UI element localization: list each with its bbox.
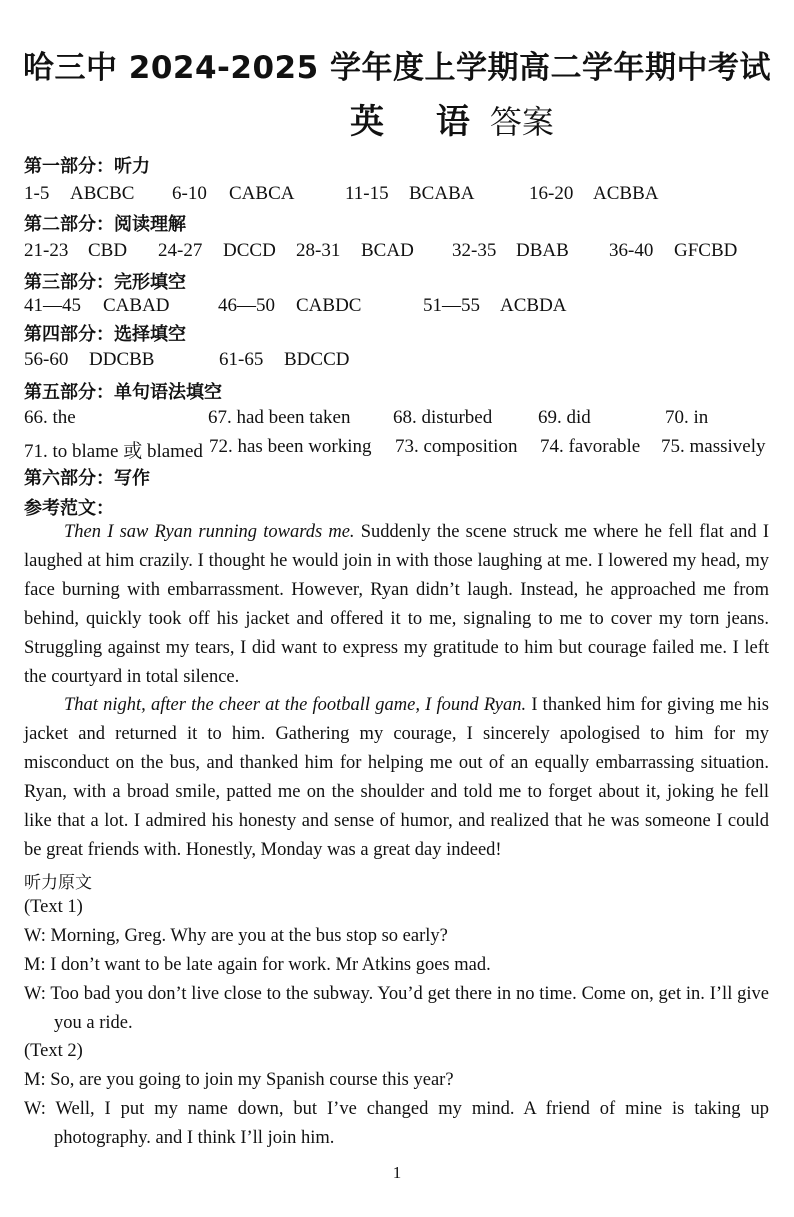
answer-value: CABCA	[229, 183, 295, 204]
dialogue-line: M: So, are you going to join my Spanish course this year?	[24, 1070, 454, 1090]
section-1-title: 第一部分：听力	[24, 156, 150, 177]
essay-lead-sentence: That night, after the cheer at the football game, I found Ryan.	[64, 695, 527, 715]
answer-range: 16-20	[529, 183, 574, 204]
section-4-title: 第四部分：选择填空	[24, 324, 186, 345]
dialogue-line: W: Morning, Greg. Why are you at the bus stop so early?	[24, 926, 448, 946]
answer-value: BCAD	[361, 240, 414, 261]
grammar-answer: 67. had been taken	[208, 407, 351, 428]
answer-range: 6-10	[172, 183, 207, 204]
dialogue-line: M: I don’t want to be late again for work. Mr Atkins goes mad.	[24, 955, 491, 975]
answer-value: DDCBB	[89, 349, 155, 370]
answer-value: ABCBC	[70, 183, 135, 204]
essay-paragraph-2	[24, 691, 769, 865]
answer-range: 21-23	[24, 240, 69, 261]
grammar-answer: 75. massively	[661, 436, 766, 457]
page-title: 哈三中 2024-2025 学年度上学期高二学年期中考试	[22, 50, 771, 86]
answer-value: GFCBD	[674, 240, 738, 261]
answer-value: ACBBA	[593, 183, 659, 204]
essay-paragraph-1	[24, 518, 769, 692]
answer-value: ACBDA	[500, 295, 567, 316]
answer-value: DCCD	[223, 240, 276, 261]
answer-range: 28-31	[296, 240, 341, 261]
section-5-title: 第五部分：单句语法填空	[24, 382, 222, 403]
answer-range: 36-40	[609, 240, 654, 261]
answer-label: 答案	[489, 103, 554, 141]
subject-heading	[350, 94, 554, 143]
answer-range: 11-15	[345, 183, 389, 204]
answer-value: DBAB	[516, 240, 569, 261]
grammar-answer: 71. to blame 或 blamed	[24, 441, 203, 462]
grammar-answer: 73. composition	[395, 436, 518, 457]
essay-body: I thanked him for giving me his jacket and returned it to him. Gathering my courage, I sincerely apologised to him for my misconduct on the bus, and thanked him for helping me out of an equally embarrassing situation. Ryan, with a broad smile, patted me on the shoulder and told me to forget about it, joking he fell like that a lot. I admired his honesty and sense of humor, and realized that he was someone I could be great friends with. Honestly, Monday was a great day indeed!	[24, 695, 770, 860]
dialogue-line: W: Well, I put my name down, but I’ve changed my mind. A friend of mine is taking up photography. and I think I’ll join him.	[24, 1099, 769, 1148]
answer-range: 32-35	[452, 240, 497, 261]
answer-range: 51—55	[423, 295, 480, 316]
transcript-title: 听力原文	[24, 873, 92, 893]
grammar-answer: 69. did	[538, 407, 591, 428]
section-6-title: 第六部分：写作	[24, 468, 150, 489]
grammar-answer: 72. has been working	[209, 436, 372, 457]
answer-value: CBD	[88, 240, 128, 261]
dialogue-line: W: Too bad you don’t live close to the subway. You’d get there in no time. Come on, get in. I’ll give you a ride.	[24, 984, 769, 1033]
answer-value: CABDC	[296, 295, 362, 316]
grammar-answer: 66. the	[24, 407, 76, 428]
answer-range: 56-60	[24, 349, 69, 370]
answer-value: BDCCD	[284, 349, 350, 370]
answer-value: CABAD	[103, 295, 170, 316]
page-number: 1	[392, 1163, 402, 1182]
text-2-label: (Text 2)	[24, 1041, 83, 1061]
answer-value: BCABA	[409, 183, 475, 204]
answer-range: 1-5	[24, 183, 50, 204]
grammar-answer: 68. disturbed	[393, 407, 493, 428]
essay-body: Suddenly the scene struck me where he fell flat and I laughed at him crazily. I thought he would join in with those laughing at me. I lowered my head, my face burning with embarrassment. However, Ryan didn’t laugh. Instead, he approached me from behind, quickly took off his jacket and offered it to me, signaling to me to cover my torn jeans. Struggling against my tears, I did want to express my gratitude to him but courage failed me. I left the courtyard in total silence.	[24, 522, 769, 687]
answer-range: 24-27	[158, 240, 203, 261]
answer-range: 41—45	[24, 295, 81, 316]
grammar-answer: 70. in	[665, 407, 709, 428]
text-1-label: (Text 1)	[24, 897, 83, 917]
answer-range: 46—50	[218, 295, 275, 316]
answer-range: 61-65	[219, 349, 264, 370]
grammar-answer: 74. favorable	[540, 436, 641, 457]
section-2-title: 第二部分：阅读理解	[24, 214, 186, 235]
sample-essay-label: 参考范文：	[24, 498, 114, 519]
section-3-title: 第三部分：完形填空	[24, 272, 186, 293]
subject-name: 英 语	[350, 102, 490, 142]
essay-lead-sentence: Then I saw Ryan running towards me.	[64, 522, 355, 542]
